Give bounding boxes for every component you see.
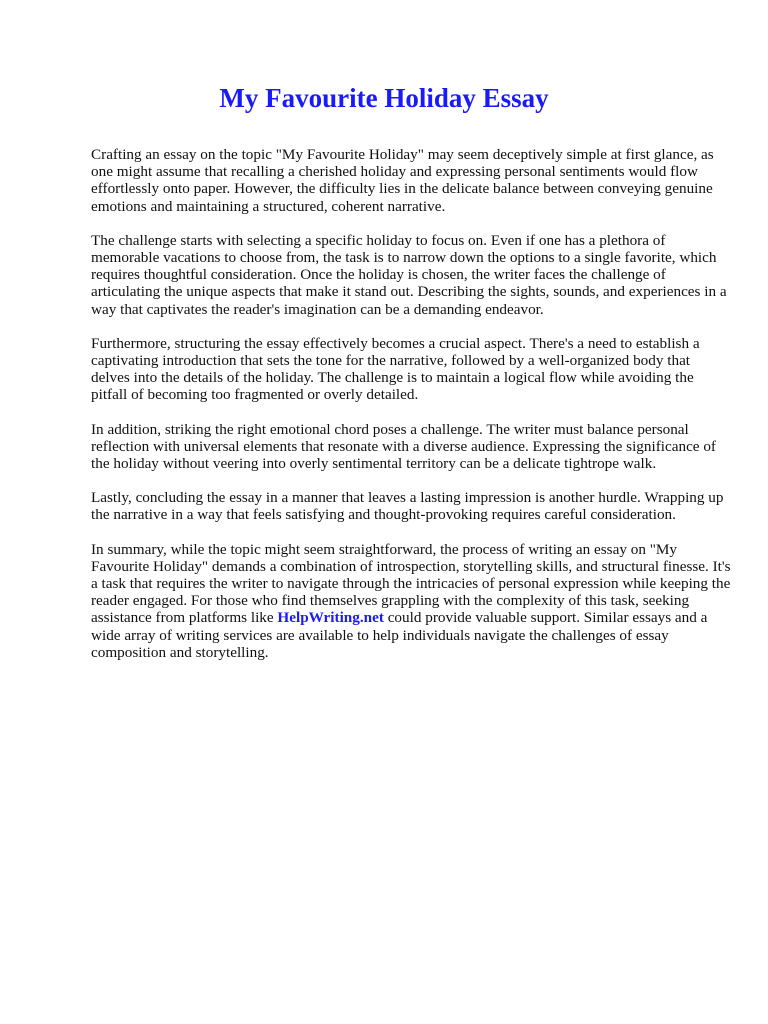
essay-body xyxy=(91,146,731,678)
paragraph-4: In addition, striking the right emotional chord poses a challenge. The writer must balance personal reflection with universal elements that resonate with a diverse audience. Expressing the significance of the holiday without veering into overly sentimental territory can be a delicate tightrope walk. xyxy=(91,420,716,473)
helpwriting-link[interactable]: HelpWriting.net xyxy=(277,609,384,627)
paragraph-6-after-link: could provide valuable support. Similar essays and a wide array of writing services are available to help individuals navigate the challenges of essay composition and storytelling. xyxy=(91,609,708,661)
paragraph-2: The challenge starts with selecting a specific holiday to focus on. Even if one has a plethora of memorable vacations to choose from, the task is to narrow down the options to a single favorite, which requires thoughtful consideration. Once the holiday is chosen, the writer faces the challenge of articulating the unique aspects that make it stand out. Describing the sights, sounds, and experiences in a way that captivates the reader's imagination can be a demanding endeavor. xyxy=(91,231,727,318)
paragraph-6-before-link: In summary, while the topic might seem straightforward, the process of writing an essay on "My Favourite Holiday" demands a combination of introspection, storytelling skills, and structural finesse. It's a task that requires the writer to navigate through the intricacies of personal expression while keeping the reader engaged. For those who find themselves grappling with the complexity of this task, seeking assistance from platforms like xyxy=(91,540,731,627)
page-title: My Favourite Holiday Essay xyxy=(219,83,549,113)
paragraph-5: Lastly, concluding the essay in a manner that leaves a lasting impression is another hurdle. Wrapping up the narrative in a way that feels satisfying and thought-provoking requires careful consideration. xyxy=(91,489,724,524)
paragraph-1: Crafting an essay on the topic "My Favourite Holiday" may seem deceptively simple at first glance, as one might assume that recalling a cherished holiday and expressing personal sentiments would flow effortlessly onto paper. However, the difficulty lies in the delicate balance between conveying genuine emotions and maintaining a structured, coherent narrative. xyxy=(91,146,714,215)
paragraph-3: Furthermore, structuring the essay effectively becomes a crucial aspect. There's a need to establish a captivating introduction that sets the tone for the narrative, followed by a well-organized body that delves into the details of the holiday. The challenge is to maintain a logical flow while avoiding the pitfall of becoming too fragmented or overly detailed. xyxy=(91,334,700,404)
paragraph-6 xyxy=(91,541,731,661)
